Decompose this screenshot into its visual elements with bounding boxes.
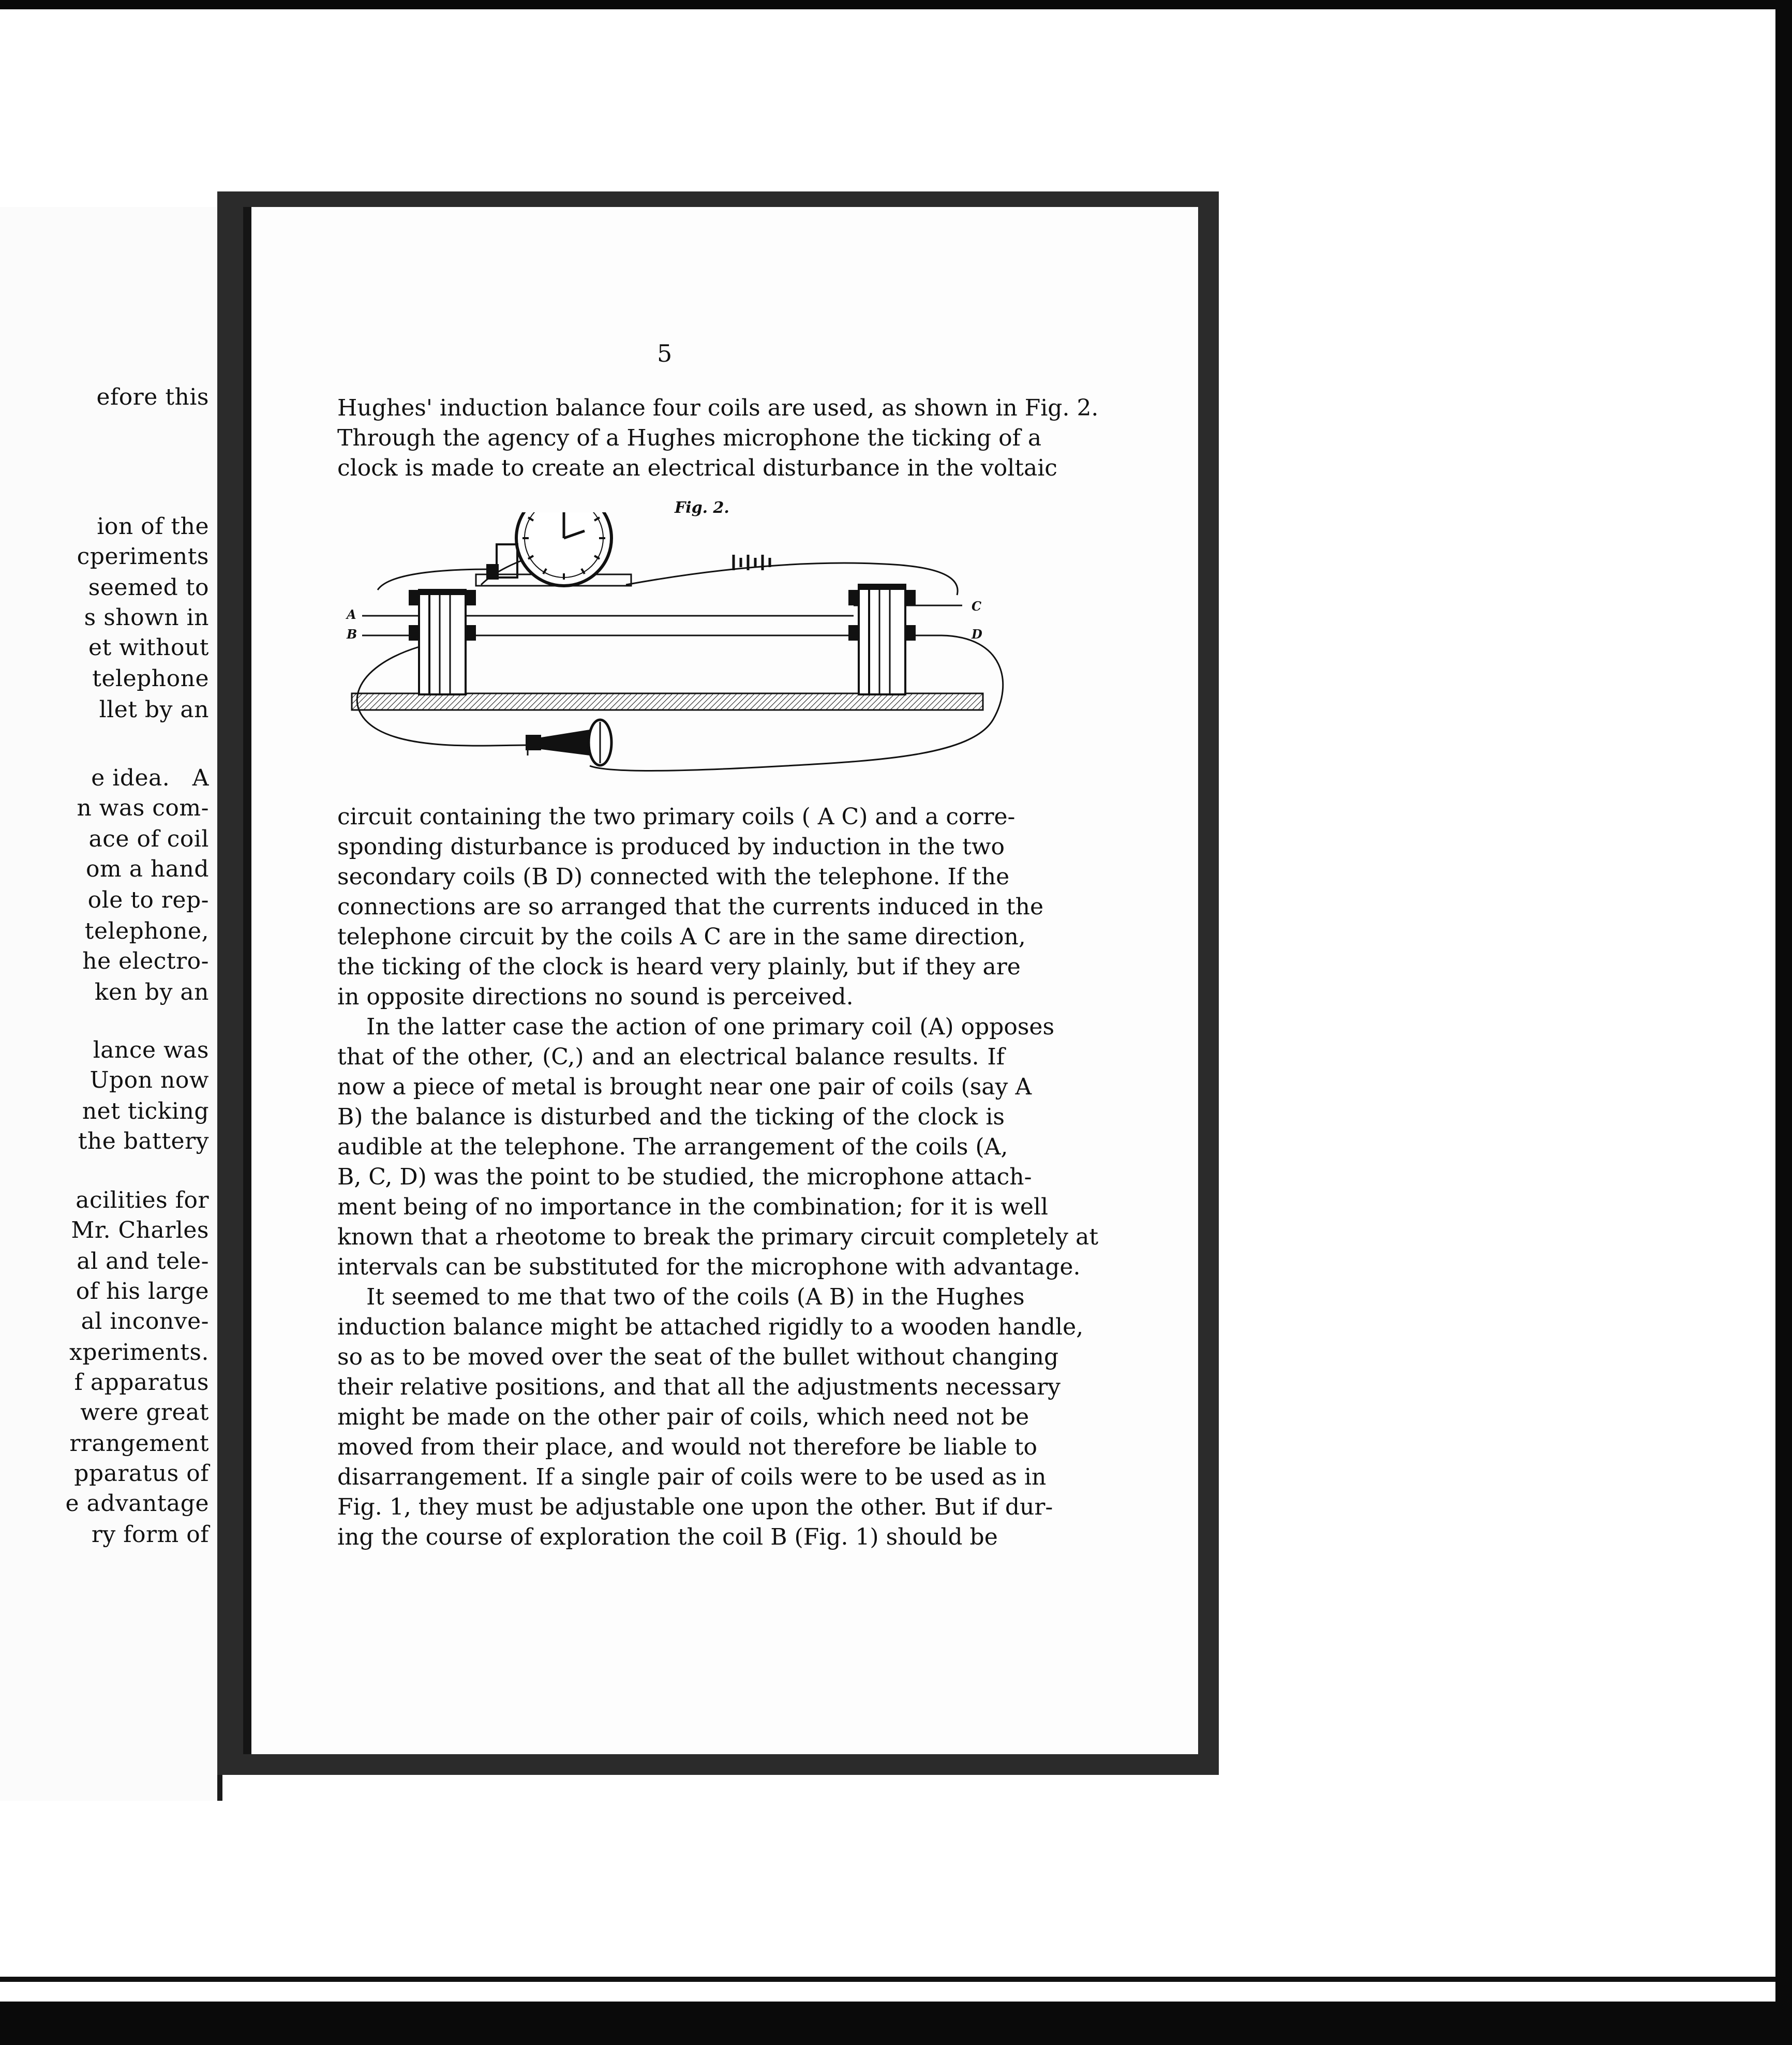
left-line: al inconve- — [81, 1308, 209, 1335]
film-border-right — [1775, 0, 1792, 2045]
text-line: moved from their place, and would not therefore be liable to — [337, 1434, 1037, 1460]
film-border-line — [0, 1977, 1780, 1982]
page-number: 5 — [657, 339, 673, 367]
left-line: om a hand — [86, 856, 209, 882]
coil-label-c: C — [972, 599, 982, 614]
text-line: connections are so arranged that the currents induced in the — [337, 894, 1044, 920]
coil-label-d: D — [972, 627, 982, 642]
text-line: B, C, D) was the point to be studied, the microphone attach- — [337, 1164, 1032, 1190]
text-line: audible at the telephone. The arrangement of the coils (A, — [337, 1134, 1008, 1160]
left-line: Mr. Charles — [71, 1217, 209, 1243]
left-line: et without — [88, 634, 209, 661]
left-line: acilities for — [76, 1187, 209, 1213]
text-line: clock is made to create an electrical disturbance in the voltaic — [337, 455, 1057, 481]
left-line: ace of coil — [88, 826, 209, 852]
left-line: telephone, — [84, 918, 209, 944]
left-line: seemed to — [88, 574, 209, 601]
text-line: might be made on the other pair of coils, which need not be — [337, 1404, 1029, 1430]
text-line: In the latter case the action of one primary coil (A) opposes — [366, 1014, 1055, 1040]
left-line: pparatus of — [74, 1460, 209, 1487]
text-line: Hughes' induction balance four coils are used, as shown in Fig. 2. — [337, 395, 1099, 421]
left-line: s shown in — [84, 604, 209, 631]
coil-label-a: A — [347, 607, 356, 622]
left-line: ion of the — [97, 513, 209, 540]
left-line: of his large — [76, 1278, 209, 1305]
left-line: telephone — [92, 665, 209, 692]
coil-pair-cd — [848, 585, 916, 694]
text-line: known that a rheotome to break the primary circuit completely at — [337, 1224, 1099, 1250]
text-line: now a piece of metal is brought near one pair of coils (say A — [337, 1074, 1032, 1100]
text-line: that of the other, (C,) and an electrical balance results. If — [337, 1044, 1005, 1070]
left-page — [0, 207, 222, 1801]
left-line: n was com- — [77, 795, 209, 821]
text-line: so as to be moved over the seat of the bullet without changing — [337, 1344, 1059, 1370]
left-line: llet by an — [99, 697, 209, 723]
left-line: were great — [80, 1399, 209, 1426]
induction-balance-diagram — [321, 512, 1024, 792]
coil-label-b: B — [347, 627, 357, 642]
telephone-icon — [526, 720, 611, 765]
film-border-bottom — [0, 2002, 1792, 2045]
left-line: al and tele- — [77, 1248, 209, 1275]
text-line: in opposite directions no sound is perceived. — [337, 984, 854, 1010]
text-line: secondary coils (B D) connected with the telephone. If the — [337, 864, 1010, 890]
left-line: efore this — [96, 384, 209, 410]
left-line: ken by an — [94, 979, 209, 1005]
left-line: he electro- — [82, 948, 209, 974]
left-line: the battery — [78, 1128, 209, 1154]
left-line: rrangement — [69, 1430, 209, 1457]
left-line: net ticking — [82, 1098, 209, 1124]
text-line: circuit containing the two primary coils ( A C) and a corre- — [337, 804, 1016, 830]
text-line: ing the course of exploration the coil B (Fig. 1) should be — [337, 1524, 998, 1550]
text-line: their relative positions, and that all the adjustments necessary — [337, 1374, 1061, 1400]
left-line: ry form of — [91, 1521, 209, 1548]
clock-icon — [476, 512, 631, 586]
figure-caption: Fig. 2. — [675, 499, 729, 517]
left-line: ole to rep- — [87, 887, 209, 913]
text-line: It seemed to me that two of the coils (A B) in the Hughes — [366, 1284, 1025, 1310]
left-line: e advantage — [65, 1490, 209, 1517]
text-line: intervals can be substituted for the microphone with advantage. — [337, 1254, 1081, 1280]
text-line: Fig. 1, they must be adjustable one upon the other. But if dur- — [337, 1494, 1053, 1520]
text-line: the ticking of the clock is heard very plainly, but if they are — [337, 954, 1021, 980]
text-line: ment being of no importance in the combination; for it is well — [337, 1194, 1049, 1220]
left-line: Upon now — [89, 1067, 209, 1093]
left-line: cperiments — [77, 543, 209, 570]
text-line: disarrangement. If a single pair of coils were to be used as in — [337, 1464, 1047, 1490]
left-line: xperiments. — [69, 1339, 209, 1366]
left-line: lance was — [93, 1037, 209, 1063]
text-line: telephone circuit by the coils A C are in the same direction, — [337, 924, 1026, 950]
text-line: induction balance might be attached rigidly to a wooden handle, — [337, 1314, 1084, 1340]
coil-pair-ab — [409, 590, 476, 694]
text-line: B) the balance is disturbed and the ticking of the clock is — [337, 1104, 1005, 1130]
text-line: sponding disturbance is produced by induction in the two — [337, 834, 1005, 860]
film-border-top — [0, 0, 1792, 9]
text-line: Through the agency of a Hughes microphone the ticking of a — [337, 425, 1042, 451]
left-line: f apparatus — [74, 1369, 209, 1396]
left-line: e idea. A — [91, 765, 209, 791]
